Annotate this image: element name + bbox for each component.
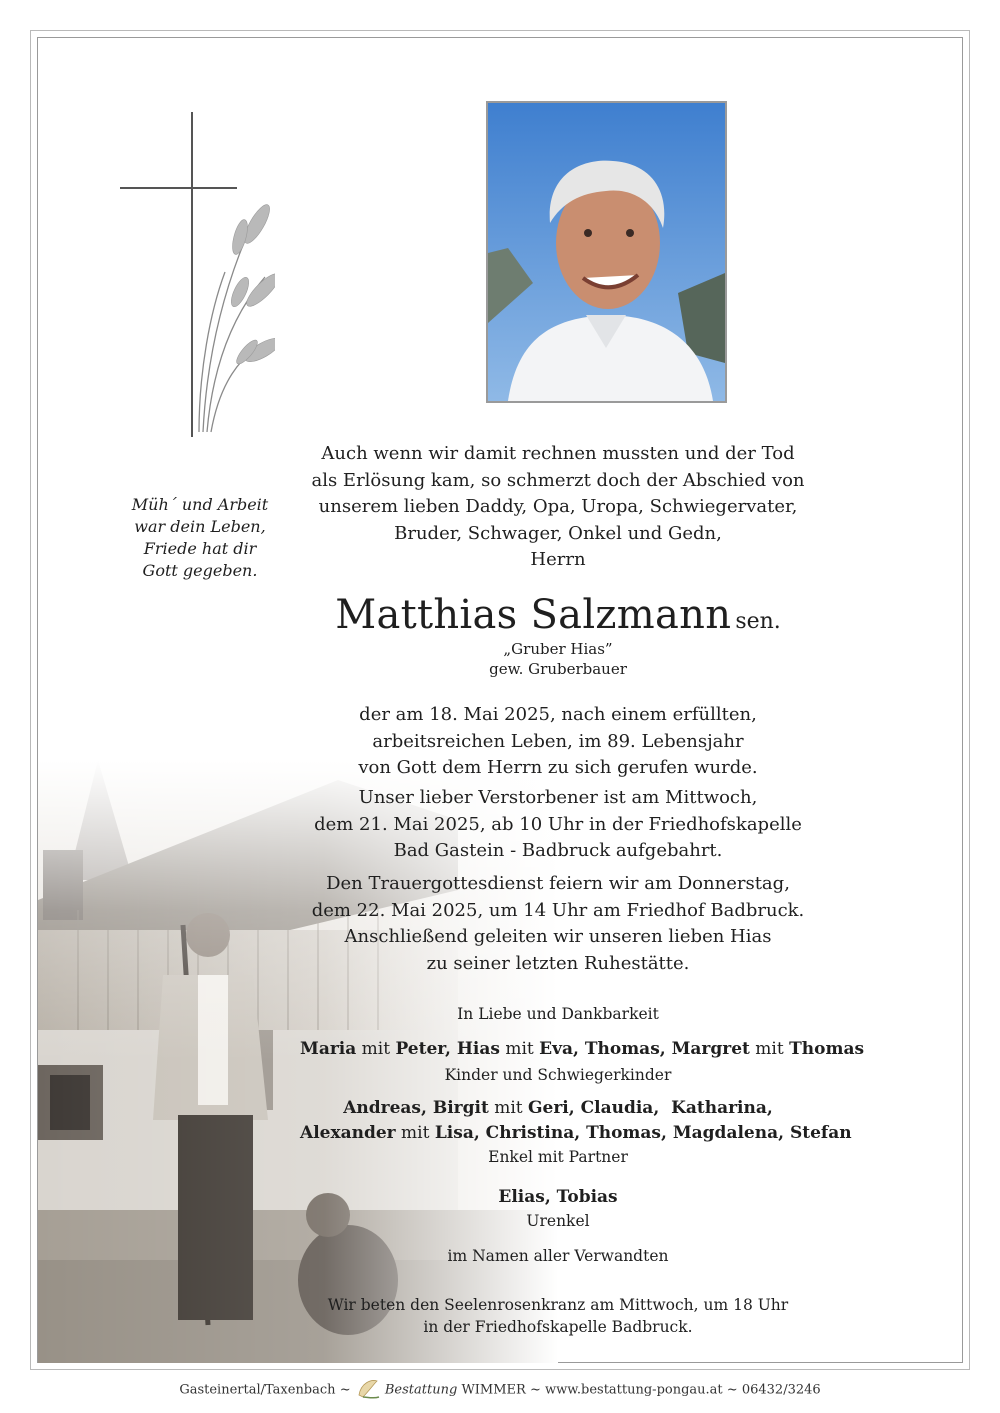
- intro-line: unserem lieben Daddy, Opa, Uropa, Schwiegervater,: [318, 496, 798, 517]
- grandchildren-names-line1: [300, 1096, 816, 1121]
- mourner-name: Alexander: [300, 1123, 396, 1143]
- service-line: zu seiner letzten Ruhestätte.: [426, 952, 690, 974]
- cross-wheat-icon: [115, 112, 275, 442]
- connector-word: mit: [395, 1123, 435, 1143]
- footer-separator: ~: [339, 1382, 351, 1398]
- intro-line: Bruder, Schwager, Onkel und Gedn,: [394, 522, 722, 544]
- footer-website[interactable]: www.bestattung-pongau.at: [545, 1382, 723, 1398]
- grandchildren-label: Enkel mit Partner: [488, 1148, 628, 1166]
- death-announcement: [300, 702, 816, 782]
- footer-brand-script: Bestattung: [384, 1382, 458, 1398]
- death-line: arbeitsreichen Leben, im 89. Lebensjahr: [372, 730, 744, 752]
- death-line: der am 18. Mai 2025, nach einem erfüllten,: [359, 704, 757, 725]
- viewing-line: Bad Gastein - Badbruck aufgebahrt.: [393, 840, 723, 861]
- motto-line: war dein Leben,: [134, 517, 266, 536]
- service-notice: [300, 871, 816, 977]
- motto-line: Friede hat dir: [143, 539, 257, 558]
- nickname: „Gruber Hias”: [503, 640, 613, 658]
- mourner-name: Eva, Thomas, Margret: [539, 1039, 750, 1059]
- connector-word: mit: [499, 1039, 540, 1059]
- mourner-name: Thomas: [789, 1039, 865, 1059]
- occupation: gew. Gruberbauer: [489, 660, 627, 678]
- intro-text: [300, 441, 816, 574]
- memorial-motto: [90, 494, 310, 582]
- mourner-name: Lisa, Christina, Thomas, Magdalena, Stefan: [434, 1123, 852, 1143]
- footer-separator: ~: [726, 1382, 738, 1398]
- children-label: Kinder und Schwiegerkinder: [444, 1066, 672, 1084]
- motto-line: Müh´ und Arbeit: [131, 495, 269, 514]
- motto-line: Gott gegeben.: [142, 561, 258, 580]
- connector-word: mit: [356, 1039, 396, 1059]
- mourner-name: Geri, Claudia, Katharina,: [528, 1098, 773, 1118]
- intro-line: Auch wenn wir damit rechnen mussten und der Tod: [321, 443, 795, 464]
- footer-phone: 06432/3246: [741, 1382, 821, 1398]
- name-suffix: sen.: [735, 609, 781, 634]
- footer-separator: ~: [529, 1382, 541, 1398]
- connector-word: mit: [749, 1039, 790, 1059]
- rosary-line: in der Friedhofskapelle Badbruck.: [423, 1318, 693, 1336]
- service-line: Den Trauergottesdienst feiern wir am Donnerstag,: [326, 873, 790, 894]
- great-grandchildren-names: Elias, Tobias: [498, 1187, 618, 1207]
- great-grandchildren-label: Urenkel: [526, 1212, 590, 1230]
- intro-line: als Erlösung kam, so schmerzt doch der Abschied von: [311, 469, 805, 491]
- footer: [0, 1375, 1000, 1405]
- mourner-name: Maria: [300, 1039, 357, 1059]
- deceased-name-line: [300, 592, 816, 638]
- service-line: dem 22. Mai 2025, um 14 Uhr am Friedhof Badbruck.: [311, 899, 805, 921]
- viewing-notice: [300, 785, 816, 865]
- mourner-name: Peter, Hias: [395, 1039, 500, 1059]
- calla-lily-icon: [355, 1375, 381, 1405]
- viewing-line: Unser lieber Verstorbener ist am Mittwoch,: [358, 787, 758, 808]
- death-line: von Gott dem Herrn zu sich gerufen wurde.: [358, 757, 758, 778]
- footer-brand-name: WIMMER: [461, 1382, 526, 1398]
- connector-word: mit: [488, 1098, 529, 1118]
- mourner-name: Andreas, Birgit: [343, 1098, 489, 1118]
- grandchildren-names-line2: [300, 1121, 852, 1146]
- deceased-name: Matthias Salzmann: [335, 592, 732, 638]
- deceased-portrait: [486, 101, 727, 403]
- service-line: Anschließend geleiten wir unseren lieben Hias: [344, 926, 772, 947]
- mourners-heading: In Liebe und Dankbarkeit: [457, 1005, 659, 1023]
- children-names: [300, 1037, 865, 1062]
- rosary-line: Wir beten den Seelenrosenkranz am Mittwoch, um 18 Uhr: [327, 1296, 789, 1314]
- footer-location: Gasteinertal/Taxenbach: [179, 1382, 336, 1398]
- closing-line: im Namen aller Verwandten: [447, 1247, 669, 1265]
- intro-line: Herrn: [530, 549, 586, 570]
- viewing-line: dem 21. Mai 2025, ab 10 Uhr in der Friedhofskapelle: [314, 813, 802, 835]
